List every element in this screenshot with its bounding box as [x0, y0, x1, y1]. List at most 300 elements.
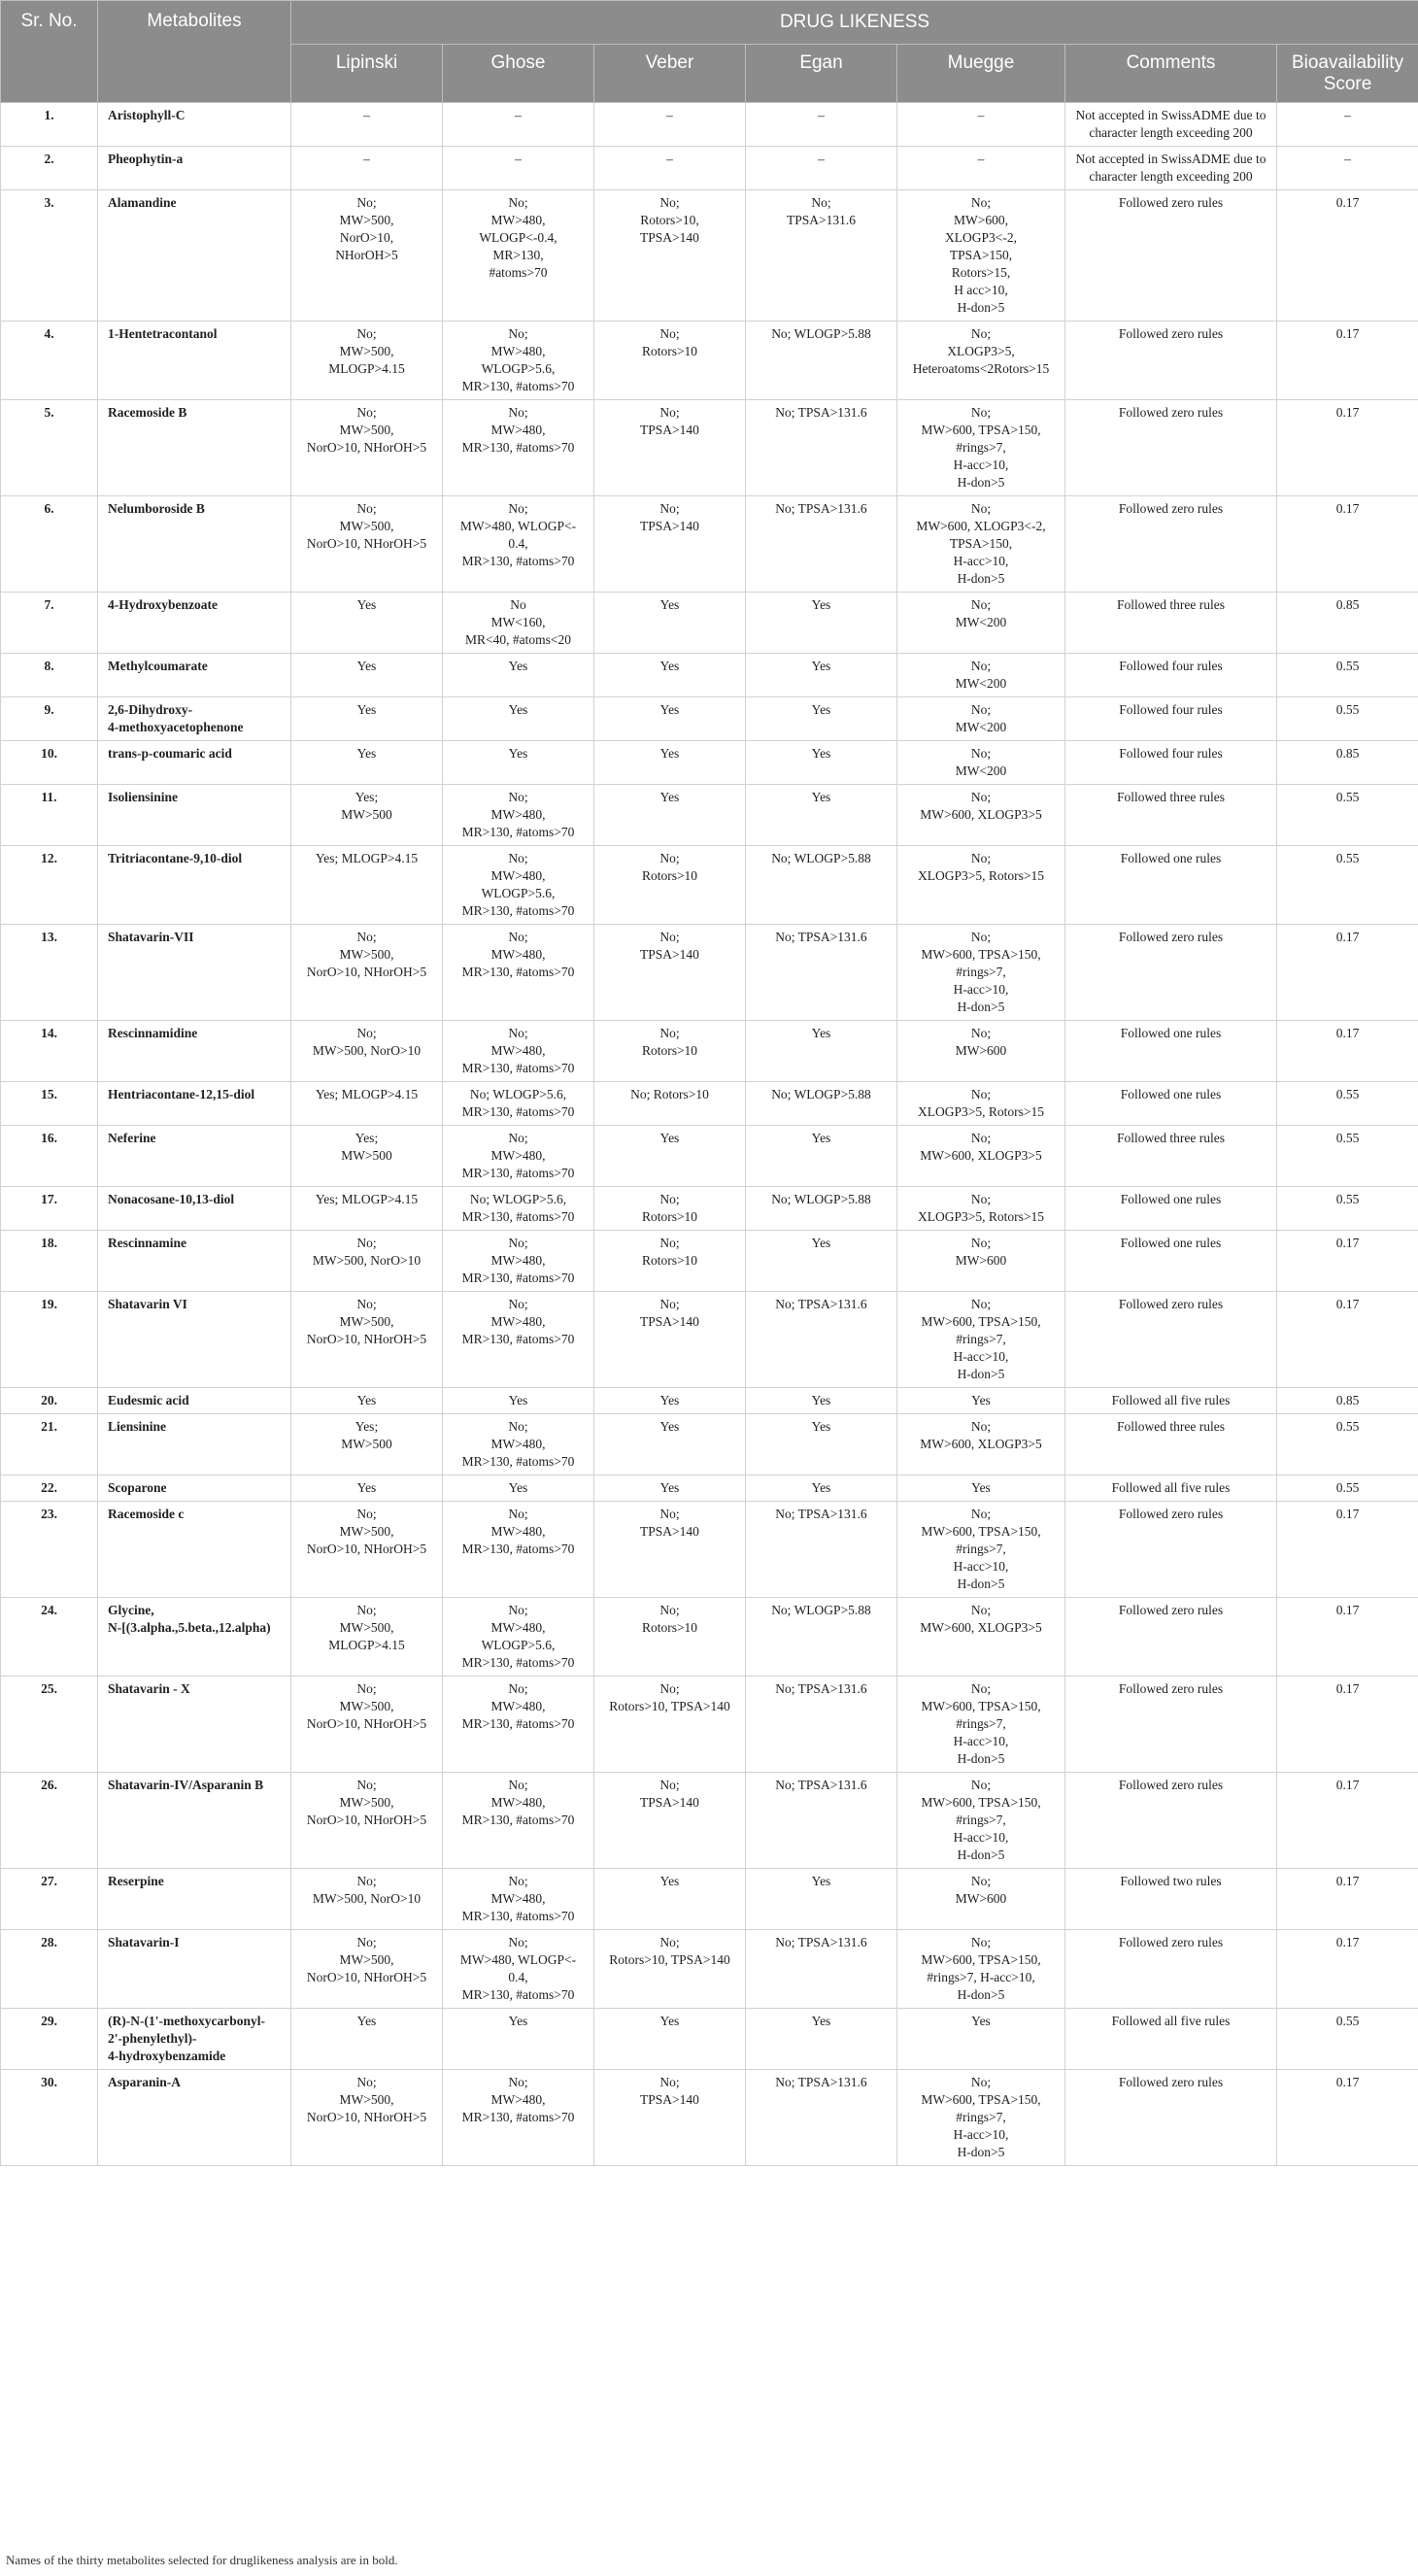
- comments-cell: Followed zero rules: [1065, 1930, 1277, 2009]
- table-row: [1, 1231, 1418, 1292]
- header-metabolites: Metabolites: [98, 1, 291, 103]
- lipinski-cell: Yes; MW>500: [291, 785, 443, 846]
- table-row: [1, 846, 1418, 925]
- egan-cell: No; WLOGP>5.88: [746, 846, 897, 925]
- muegge-cell: No; MW>600, XLOGP3>5: [897, 1126, 1065, 1187]
- bioavailability-score-cell: 0.85: [1277, 593, 1418, 654]
- metabolite-name-cell: 1-Hentetracontanol: [98, 322, 291, 400]
- veber-cell: Yes: [594, 1388, 746, 1414]
- muegge-cell: No; MW>600, XLOGP3>5: [897, 1598, 1065, 1677]
- sr-no-cell: 16.: [1, 1126, 98, 1187]
- header-sr-no: Sr. No.: [1, 1, 98, 103]
- lipinski-cell: Yes: [291, 2009, 443, 2070]
- egan-cell: No; TPSA>131.6: [746, 2070, 897, 2166]
- comments-cell: Followed all five rules: [1065, 1388, 1277, 1414]
- muegge-cell: No; MW>600, XLOGP3<-2, TPSA>150, H-acc>10, H-don>5: [897, 496, 1065, 593]
- sr-no-cell: 14.: [1, 1021, 98, 1082]
- metabolite-name-cell: Alamandine: [98, 190, 291, 322]
- egan-cell: –: [746, 103, 897, 147]
- muegge-cell: No; MW>600, TPSA>150, #rings>7, H-acc>10, H-don>5: [897, 1292, 1065, 1388]
- veber-cell: Yes: [594, 741, 746, 785]
- egan-cell: Yes: [746, 1414, 897, 1475]
- bioavailability-score-cell: 0.17: [1277, 1292, 1418, 1388]
- metabolite-name-cell: Shatavarin VI: [98, 1292, 291, 1388]
- ghose-cell: Yes: [443, 697, 594, 741]
- bioavailability-score-cell: 0.55: [1277, 1475, 1418, 1502]
- sr-no-cell: 18.: [1, 1231, 98, 1292]
- sr-no-cell: 22.: [1, 1475, 98, 1502]
- table-row: [1, 1388, 1418, 1414]
- comments-cell: Followed one rules: [1065, 846, 1277, 925]
- egan-cell: Yes: [746, 741, 897, 785]
- bioavailability-score-cell: 0.17: [1277, 1677, 1418, 1773]
- sr-no-cell: 9.: [1, 697, 98, 741]
- metabolite-name-cell: Racemoside B: [98, 400, 291, 496]
- egan-cell: Yes: [746, 1388, 897, 1414]
- egan-cell: No; WLOGP>5.88: [746, 322, 897, 400]
- metabolite-name-cell: 2,6-Dihydroxy- 4-methoxyacetophenone: [98, 697, 291, 741]
- lipinski-cell: –: [291, 147, 443, 190]
- veber-cell: No; Rotors>10: [594, 1021, 746, 1082]
- lipinski-cell: No; MW>500, NorO>10: [291, 1231, 443, 1292]
- sr-no-cell: 4.: [1, 322, 98, 400]
- comments-cell: Followed zero rules: [1065, 1502, 1277, 1598]
- sr-no-cell: 5.: [1, 400, 98, 496]
- veber-cell: Yes: [594, 697, 746, 741]
- ghose-cell: Yes: [443, 654, 594, 697]
- ghose-cell: No; MW>480, MR>130, #atoms>70: [443, 1869, 594, 1930]
- lipinski-cell: No; MW>500, NorO>10, NHorOH>5: [291, 496, 443, 593]
- veber-cell: No; Rotors>10: [594, 1231, 746, 1292]
- table-row: [1, 2070, 1418, 2166]
- sr-no-cell: 25.: [1, 1677, 98, 1773]
- table-row: [1, 1292, 1418, 1388]
- egan-cell: No; WLOGP>5.88: [746, 1082, 897, 1126]
- table-row: [1, 925, 1418, 1021]
- lipinski-cell: No; MW>500, NorO>10, NHorOH>5: [291, 1502, 443, 1598]
- table-row: [1, 1677, 1418, 1773]
- table-row: [1, 741, 1418, 785]
- sr-no-cell: 11.: [1, 785, 98, 846]
- ghose-cell: No; MW>480, MR>130, #atoms>70: [443, 1502, 594, 1598]
- muegge-cell: No; XLOGP3>5, Rotors>15: [897, 1082, 1065, 1126]
- comments-cell: Followed two rules: [1065, 1869, 1277, 1930]
- muegge-cell: No; MW>600, TPSA>150, #rings>7, H-acc>10, H-don>5: [897, 925, 1065, 1021]
- table-row: [1, 1021, 1418, 1082]
- lipinski-cell: Yes; MLOGP>4.15: [291, 846, 443, 925]
- sr-no-cell: 6.: [1, 496, 98, 593]
- comments-cell: Followed one rules: [1065, 1187, 1277, 1231]
- table-row: [1, 2009, 1418, 2070]
- header-ghose: Ghose: [443, 45, 594, 103]
- sr-no-cell: 1.: [1, 103, 98, 147]
- ghose-cell: No; WLOGP>5.6, MR>130, #atoms>70: [443, 1187, 594, 1231]
- metabolite-name-cell: Shatavarin - X: [98, 1677, 291, 1773]
- metabolite-name-cell: trans-p-coumaric acid: [98, 741, 291, 785]
- table-row: [1, 1126, 1418, 1187]
- ghose-cell: No; MW>480, MR>130, #atoms>70: [443, 2070, 594, 2166]
- muegge-cell: No; MW<200: [897, 654, 1065, 697]
- bioavailability-score-cell: 0.17: [1277, 1231, 1418, 1292]
- comments-cell: Followed zero rules: [1065, 400, 1277, 496]
- muegge-cell: Yes: [897, 1388, 1065, 1414]
- ghose-cell: No; MW>480, WLOGP>5.6, MR>130, #atoms>70: [443, 1598, 594, 1677]
- metabolite-name-cell: Pheophytin-a: [98, 147, 291, 190]
- veber-cell: No; Rotors>10, TPSA>140: [594, 1930, 746, 2009]
- sr-no-cell: 13.: [1, 925, 98, 1021]
- metabolite-name-cell: Rescinnamine: [98, 1231, 291, 1292]
- muegge-cell: No; MW>600, XLOGP3>5: [897, 785, 1065, 846]
- veber-cell: No; TPSA>140: [594, 1773, 746, 1869]
- ghose-cell: No; MW>480, MR>130, #atoms>70: [443, 1677, 594, 1773]
- comments-cell: Followed three rules: [1065, 785, 1277, 846]
- ghose-cell: No; MW>480, MR>130, #atoms>70: [443, 925, 594, 1021]
- bioavailability-score-cell: 0.55: [1277, 654, 1418, 697]
- sr-no-cell: 2.: [1, 147, 98, 190]
- lipinski-cell: Yes: [291, 741, 443, 785]
- sr-no-cell: 21.: [1, 1414, 98, 1475]
- ghose-cell: –: [443, 103, 594, 147]
- bioavailability-score-cell: 0.55: [1277, 2009, 1418, 2070]
- ghose-cell: No; MW>480, WLOGP<- 0.4, MR>130, #atoms>70: [443, 1930, 594, 2009]
- bioavailability-score-cell: 0.17: [1277, 1502, 1418, 1598]
- comments-cell: Followed zero rules: [1065, 322, 1277, 400]
- table-row: [1, 1598, 1418, 1677]
- bioavailability-score-cell: 0.85: [1277, 741, 1418, 785]
- lipinski-cell: No; MW>500, MLOGP>4.15: [291, 322, 443, 400]
- table-footnote: Names of the thirty metabolites selected for druglikeness analysis are in bold.: [6, 2553, 398, 2567]
- egan-cell: No; WLOGP>5.88: [746, 1598, 897, 1677]
- comments-cell: Followed three rules: [1065, 593, 1277, 654]
- header-comments: Comments: [1065, 45, 1277, 103]
- veber-cell: No; Rotors>10: [594, 846, 746, 925]
- bioavailability-score-cell: 0.55: [1277, 785, 1418, 846]
- metabolite-name-cell: Glycine, N-[(3.alpha.,5.beta.,12.alpha): [98, 1598, 291, 1677]
- egan-cell: No; TPSA>131.6: [746, 925, 897, 1021]
- bioavailability-score-cell: 0.17: [1277, 1869, 1418, 1930]
- table-row: [1, 400, 1418, 496]
- comments-cell: Followed one rules: [1065, 1021, 1277, 1082]
- bioavailability-score-cell: 0.55: [1277, 1414, 1418, 1475]
- ghose-cell: –: [443, 147, 594, 190]
- comments-cell: Followed zero rules: [1065, 1598, 1277, 1677]
- lipinski-cell: Yes: [291, 1388, 443, 1414]
- ghose-cell: No; MW>480, WLOGP>5.6, MR>130, #atoms>70: [443, 846, 594, 925]
- veber-cell: No; Rotors>10: [594, 1082, 746, 1126]
- comments-cell: Followed four rules: [1065, 697, 1277, 741]
- egan-cell: Yes: [746, 654, 897, 697]
- header-egan: Egan: [746, 45, 897, 103]
- bioavailability-score-cell: 0.17: [1277, 1598, 1418, 1677]
- lipinski-cell: No; MW>500, NorO>10, NHorOH>5: [291, 400, 443, 496]
- bioavailability-score-cell: 0.17: [1277, 1930, 1418, 2009]
- muegge-cell: No; MW>600, TPSA>150, #rings>7, H-acc>10, H-don>5: [897, 1677, 1065, 1773]
- sr-no-cell: 15.: [1, 1082, 98, 1126]
- table-row: [1, 785, 1418, 846]
- lipinski-cell: –: [291, 103, 443, 147]
- veber-cell: Yes: [594, 1869, 746, 1930]
- sr-no-cell: 29.: [1, 2009, 98, 2070]
- lipinski-cell: No; MW>500, NorO>10, NHorOH>5: [291, 1677, 443, 1773]
- egan-cell: Yes: [746, 1231, 897, 1292]
- comments-cell: Followed zero rules: [1065, 190, 1277, 322]
- comments-cell: Not accepted in SwissADME due to character length exceeding 200: [1065, 103, 1277, 147]
- table-row: [1, 1930, 1418, 2009]
- muegge-cell: Yes: [897, 1475, 1065, 1502]
- ghose-cell: Yes: [443, 741, 594, 785]
- muegge-cell: No; XLOGP3>5, Rotors>15: [897, 1187, 1065, 1231]
- lipinski-cell: Yes; MW>500: [291, 1126, 443, 1187]
- sr-no-cell: 27.: [1, 1869, 98, 1930]
- table-row: [1, 1187, 1418, 1231]
- metabolite-name-cell: Nonacosane-10,13-diol: [98, 1187, 291, 1231]
- veber-cell: No; Rotors>10, TPSA>140: [594, 190, 746, 322]
- bioavailability-score-cell: 0.17: [1277, 1021, 1418, 1082]
- muegge-cell: No; MW>600, XLOGP3>5: [897, 1414, 1065, 1475]
- comments-cell: Followed four rules: [1065, 741, 1277, 785]
- sr-no-cell: 12.: [1, 846, 98, 925]
- comments-cell: Not accepted in SwissADME due to character length exceeding 200: [1065, 147, 1277, 190]
- lipinski-cell: Yes: [291, 593, 443, 654]
- metabolite-name-cell: Shatavarin-I: [98, 1930, 291, 2009]
- table-row: [1, 1773, 1418, 1869]
- egan-cell: No; TPSA>131.6: [746, 1773, 897, 1869]
- veber-cell: –: [594, 103, 746, 147]
- lipinski-cell: No; MW>500, NorO>10, NHorOH>5: [291, 1292, 443, 1388]
- veber-cell: Yes: [594, 1414, 746, 1475]
- sr-no-cell: 24.: [1, 1598, 98, 1677]
- veber-cell: No; Rotors>10: [594, 1598, 746, 1677]
- muegge-cell: No; MW>600, TPSA>150, #rings>7, H-acc>10, H-don>5: [897, 2070, 1065, 2166]
- metabolite-name-cell: Reserpine: [98, 1869, 291, 1930]
- comments-cell: Followed four rules: [1065, 654, 1277, 697]
- header-bioavailability-score: Bioavailability Score: [1277, 45, 1418, 103]
- metabolite-name-cell: Scoparone: [98, 1475, 291, 1502]
- lipinski-cell: No; MW>500, NorO>10, NHorOH>5: [291, 2070, 443, 2166]
- muegge-cell: No; MW<200: [897, 741, 1065, 785]
- comments-cell: Followed zero rules: [1065, 1292, 1277, 1388]
- muegge-cell: –: [897, 147, 1065, 190]
- bioavailability-score-cell: 0.17: [1277, 496, 1418, 593]
- muegge-cell: No; MW>600: [897, 1869, 1065, 1930]
- muegge-cell: –: [897, 103, 1065, 147]
- table-row: [1, 1869, 1418, 1930]
- veber-cell: No; Rotors>10: [594, 1187, 746, 1231]
- ghose-cell: No; MW>480, MR>130, #atoms>70: [443, 1773, 594, 1869]
- ghose-cell: No; MW>480, MR>130, #atoms>70: [443, 1126, 594, 1187]
- bioavailability-score-cell: –: [1277, 103, 1418, 147]
- sr-no-cell: 19.: [1, 1292, 98, 1388]
- comments-cell: Followed all five rules: [1065, 1475, 1277, 1502]
- ghose-cell: No; MW>480, MR>130, #atoms>70: [443, 1414, 594, 1475]
- ghose-cell: Yes: [443, 1388, 594, 1414]
- muegge-cell: No; MW<200: [897, 697, 1065, 741]
- egan-cell: Yes: [746, 1021, 897, 1082]
- egan-cell: No; TPSA>131.6: [746, 1502, 897, 1598]
- ghose-cell: No; MW>480, MR>130, #atoms>70: [443, 1231, 594, 1292]
- comments-cell: Followed zero rules: [1065, 2070, 1277, 2166]
- table-row: [1, 190, 1418, 322]
- metabolite-name-cell: (R)-N-(1'-methoxycarbonyl- 2'-phenylethyl)- 4-hydroxybenzamide: [98, 2009, 291, 2070]
- veber-cell: No; Rotors>10, TPSA>140: [594, 1677, 746, 1773]
- table-row: [1, 1414, 1418, 1475]
- sr-no-cell: 7.: [1, 593, 98, 654]
- header-drug-likeness-group: DRUG LIKENESS: [291, 1, 1418, 45]
- sr-no-cell: 20.: [1, 1388, 98, 1414]
- metabolite-name-cell: Shatavarin-IV/Asparanin B: [98, 1773, 291, 1869]
- lipinski-cell: No; MW>500, MLOGP>4.15: [291, 1598, 443, 1677]
- metabolite-name-cell: Racemoside c: [98, 1502, 291, 1598]
- muegge-cell: No; MW>600, TPSA>150, #rings>7, H-acc>10, H-don>5: [897, 1930, 1065, 2009]
- veber-cell: Yes: [594, 2009, 746, 2070]
- ghose-cell: No; MW>480, MR>130, #atoms>70: [443, 1292, 594, 1388]
- metabolite-name-cell: Hentriacontane-12,15-diol: [98, 1082, 291, 1126]
- lipinski-cell: No; MW>500, NorO>10, NHorOH>5: [291, 1930, 443, 2009]
- metabolite-name-cell: Neferine: [98, 1126, 291, 1187]
- comments-cell: Followed three rules: [1065, 1126, 1277, 1187]
- egan-cell: –: [746, 147, 897, 190]
- sr-no-cell: 23.: [1, 1502, 98, 1598]
- sr-no-cell: 3.: [1, 190, 98, 322]
- muegge-cell: No; XLOGP3>5, Heteroatoms<2Rotors>15: [897, 322, 1065, 400]
- veber-cell: No; TPSA>140: [594, 2070, 746, 2166]
- table-row: [1, 103, 1418, 147]
- veber-cell: Yes: [594, 1475, 746, 1502]
- lipinski-cell: Yes; MW>500: [291, 1414, 443, 1475]
- bioavailability-score-cell: 0.55: [1277, 697, 1418, 741]
- sr-no-cell: 28.: [1, 1930, 98, 2009]
- lipinski-cell: No; MW>500, NorO>10, NHorOH>5: [291, 1773, 443, 1869]
- bioavailability-score-cell: 0.85: [1277, 1388, 1418, 1414]
- egan-cell: Yes: [746, 1869, 897, 1930]
- muegge-cell: No; MW<200: [897, 593, 1065, 654]
- table-row: [1, 496, 1418, 593]
- comments-cell: Followed all five rules: [1065, 2009, 1277, 2070]
- veber-cell: Yes: [594, 654, 746, 697]
- egan-cell: Yes: [746, 1126, 897, 1187]
- egan-cell: No; TPSA>131.6: [746, 400, 897, 496]
- lipinski-cell: No; MW>500, NorO>10: [291, 1869, 443, 1930]
- sr-no-cell: 10.: [1, 741, 98, 785]
- egan-cell: No; TPSA>131.6: [746, 1677, 897, 1773]
- muegge-cell: No; XLOGP3>5, Rotors>15: [897, 846, 1065, 925]
- metabolite-name-cell: Eudesmic acid: [98, 1388, 291, 1414]
- metabolite-name-cell: Liensinine: [98, 1414, 291, 1475]
- veber-cell: No; TPSA>140: [594, 400, 746, 496]
- comments-cell: Followed zero rules: [1065, 1773, 1277, 1869]
- muegge-cell: No; MW>600, TPSA>150, #rings>7, H-acc>10, H-don>5: [897, 1502, 1065, 1598]
- veber-cell: Yes: [594, 785, 746, 846]
- egan-cell: No; WLOGP>5.88: [746, 1187, 897, 1231]
- bioavailability-score-cell: –: [1277, 147, 1418, 190]
- ghose-cell: No; MW>480, WLOGP>5.6, MR>130, #atoms>70: [443, 322, 594, 400]
- table-row: [1, 593, 1418, 654]
- header-veber: Veber: [594, 45, 746, 103]
- bioavailability-score-cell: 0.17: [1277, 400, 1418, 496]
- header-muegge: Muegge: [897, 45, 1065, 103]
- lipinski-cell: No; MW>500, NorO>10: [291, 1021, 443, 1082]
- lipinski-cell: Yes: [291, 697, 443, 741]
- ghose-cell: Yes: [443, 2009, 594, 2070]
- egan-cell: No; TPSA>131.6: [746, 1292, 897, 1388]
- sr-no-cell: 26.: [1, 1773, 98, 1869]
- muegge-cell: Yes: [897, 2009, 1065, 2070]
- bioavailability-score-cell: 0.55: [1277, 1126, 1418, 1187]
- muegge-cell: No; MW>600, TPSA>150, #rings>7, H-acc>10, H-don>5: [897, 1773, 1065, 1869]
- table-row: [1, 147, 1418, 190]
- table-row: [1, 1502, 1418, 1598]
- metabolite-name-cell: Nelumboroside B: [98, 496, 291, 593]
- bioavailability-score-cell: 0.17: [1277, 190, 1418, 322]
- metabolite-name-cell: Methylcoumarate: [98, 654, 291, 697]
- header-lipinski: Lipinski: [291, 45, 443, 103]
- table-body: [1, 103, 1418, 2166]
- metabolite-name-cell: Rescinnamidine: [98, 1021, 291, 1082]
- comments-cell: Followed one rules: [1065, 1231, 1277, 1292]
- comments-cell: Followed zero rules: [1065, 1677, 1277, 1773]
- lipinski-cell: Yes: [291, 1475, 443, 1502]
- ghose-cell: No MW<160, MR<40, #atoms<20: [443, 593, 594, 654]
- egan-cell: No; TPSA>131.6: [746, 190, 897, 322]
- table-row: [1, 697, 1418, 741]
- egan-cell: Yes: [746, 2009, 897, 2070]
- egan-cell: Yes: [746, 697, 897, 741]
- bioavailability-score-cell: 0.55: [1277, 1082, 1418, 1126]
- lipinski-cell: No; MW>500, NorO>10, NHorOH>5: [291, 190, 443, 322]
- bioavailability-score-cell: 0.55: [1277, 846, 1418, 925]
- sr-no-cell: 17.: [1, 1187, 98, 1231]
- comments-cell: Followed zero rules: [1065, 496, 1277, 593]
- metabolite-name-cell: Asparanin-A: [98, 2070, 291, 2166]
- veber-cell: Yes: [594, 1126, 746, 1187]
- table-row: [1, 322, 1418, 400]
- lipinski-cell: Yes; MLOGP>4.15: [291, 1187, 443, 1231]
- bioavailability-score-cell: 0.17: [1277, 1773, 1418, 1869]
- veber-cell: Yes: [594, 593, 746, 654]
- egan-cell: Yes: [746, 1475, 897, 1502]
- veber-cell: –: [594, 147, 746, 190]
- egan-cell: Yes: [746, 785, 897, 846]
- muegge-cell: No; MW>600, TPSA>150, #rings>7, H-acc>10, H-don>5: [897, 400, 1065, 496]
- egan-cell: No; TPSA>131.6: [746, 1930, 897, 2009]
- comments-cell: Followed one rules: [1065, 1082, 1277, 1126]
- bioavailability-score-cell: 0.17: [1277, 925, 1418, 1021]
- veber-cell: No; TPSA>140: [594, 925, 746, 1021]
- bioavailability-score-cell: 0.17: [1277, 2070, 1418, 2166]
- veber-cell: No; Rotors>10: [594, 322, 746, 400]
- metabolite-name-cell: Tritriacontane-9,10-diol: [98, 846, 291, 925]
- ghose-cell: No; MW>480, WLOGP<-0.4, MR>130, #atoms>70: [443, 190, 594, 322]
- lipinski-cell: Yes: [291, 654, 443, 697]
- muegge-cell: No; MW>600, XLOGP3<-2, TPSA>150, Rotors>15, H acc>10, H-don>5: [897, 190, 1065, 322]
- table-row: [1, 654, 1418, 697]
- veber-cell: No; TPSA>140: [594, 496, 746, 593]
- metabolite-name-cell: Aristophyll-C: [98, 103, 291, 147]
- table-header: [1, 1, 1418, 103]
- bioavailability-score-cell: 0.55: [1277, 1187, 1418, 1231]
- ghose-cell: No; WLOGP>5.6, MR>130, #atoms>70: [443, 1082, 594, 1126]
- comments-cell: Followed zero rules: [1065, 925, 1277, 1021]
- lipinski-cell: Yes; MLOGP>4.15: [291, 1082, 443, 1126]
- ghose-cell: Yes: [443, 1475, 594, 1502]
- veber-cell: No; TPSA>140: [594, 1292, 746, 1388]
- bioavailability-score-cell: 0.17: [1277, 322, 1418, 400]
- veber-cell: No; TPSA>140: [594, 1502, 746, 1598]
- sr-no-cell: 8.: [1, 654, 98, 697]
- ghose-cell: No; MW>480, WLOGP<- 0.4, MR>130, #atoms>70: [443, 496, 594, 593]
- egan-cell: Yes: [746, 593, 897, 654]
- egan-cell: No; TPSA>131.6: [746, 496, 897, 593]
